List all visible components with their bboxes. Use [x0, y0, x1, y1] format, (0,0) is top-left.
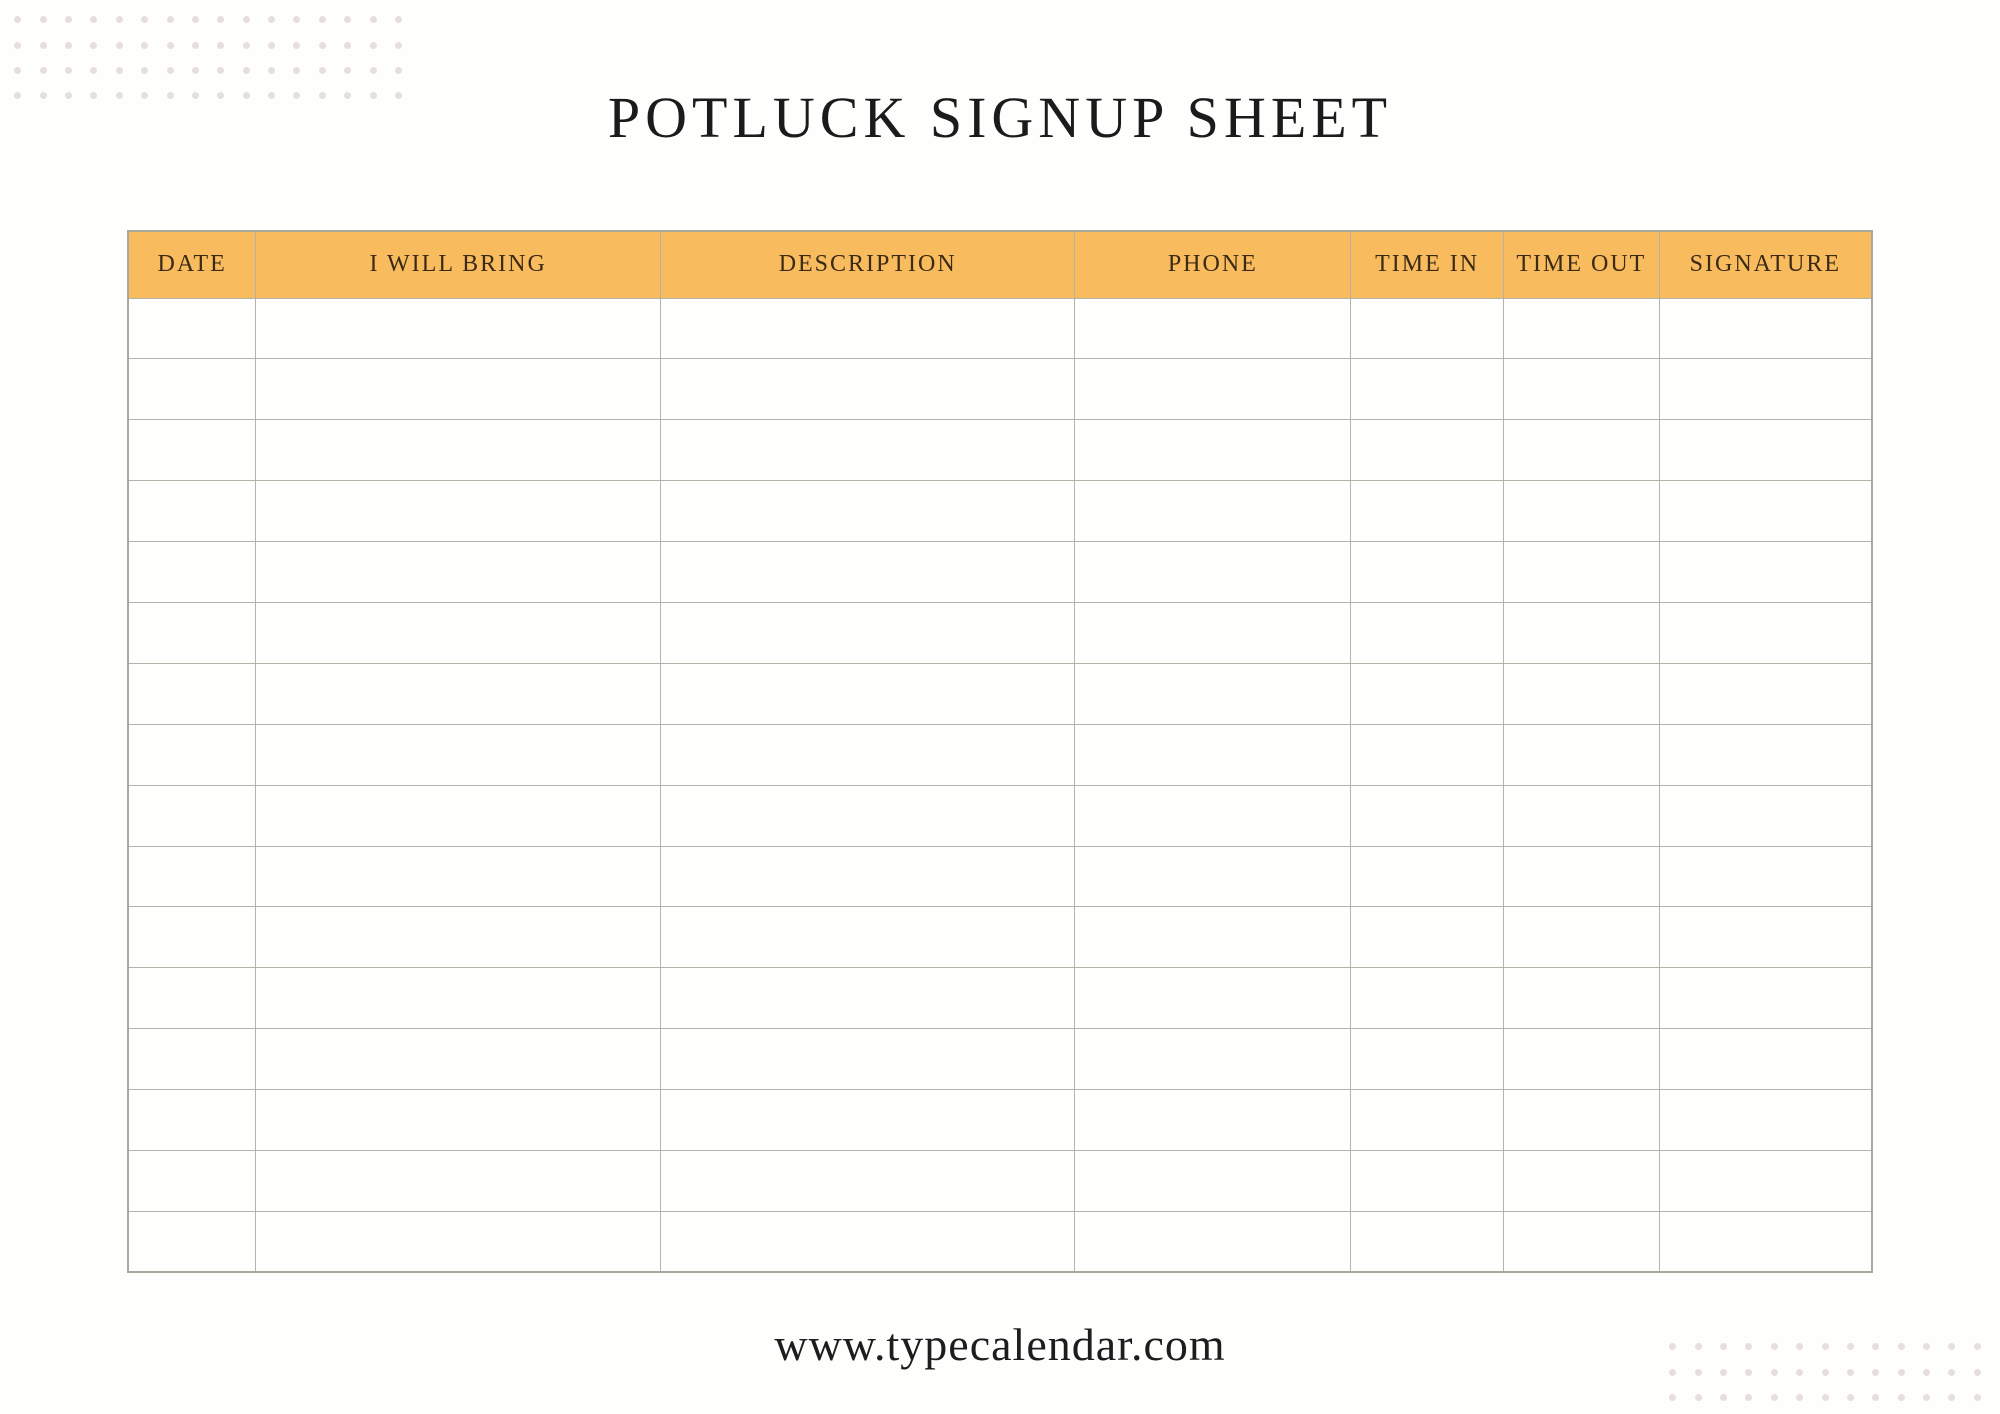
- decorative-dot: [1720, 1369, 1727, 1376]
- empty-cell: [1659, 481, 1872, 542]
- empty-cell: [660, 907, 1075, 968]
- empty-cell: [128, 1211, 256, 1272]
- decorative-dot: [14, 16, 21, 23]
- decorative-dot: [395, 42, 402, 49]
- empty-cell: [1659, 1150, 1872, 1211]
- decorative-dot: [1669, 1369, 1676, 1376]
- decorative-dot: [1872, 1369, 1879, 1376]
- column-header-description: DESCRIPTION: [660, 231, 1075, 298]
- table-row: [128, 298, 1872, 359]
- empty-cell: [1503, 1090, 1659, 1151]
- decorative-dot: [217, 42, 224, 49]
- empty-cell: [256, 785, 661, 846]
- decorative-dot: [268, 16, 275, 23]
- decorative-dot: [1745, 1394, 1752, 1401]
- empty-cell: [1075, 542, 1351, 603]
- table-body: [128, 298, 1872, 1272]
- empty-cell: [660, 1029, 1075, 1090]
- decorative-dot: [192, 16, 199, 23]
- decorative-dot: [90, 16, 97, 23]
- table-row: [128, 846, 1872, 907]
- empty-cell: [1075, 1029, 1351, 1090]
- decorative-dot: [1771, 1369, 1778, 1376]
- empty-cell: [256, 542, 661, 603]
- table-row: [128, 724, 1872, 785]
- empty-cell: [256, 298, 661, 359]
- empty-cell: [1503, 968, 1659, 1029]
- decorative-dot: [1974, 1394, 1981, 1401]
- empty-cell: [1351, 1150, 1504, 1211]
- empty-cell: [1075, 968, 1351, 1029]
- empty-cell: [1351, 1211, 1504, 1272]
- decorative-dot: [141, 16, 148, 23]
- table-row: [128, 1150, 1872, 1211]
- decorative-dot: [1745, 1343, 1752, 1350]
- empty-cell: [1351, 1029, 1504, 1090]
- empty-cell: [1351, 359, 1504, 420]
- decorative-dot: [370, 67, 377, 74]
- table-row: [128, 359, 1872, 420]
- empty-cell: [1659, 663, 1872, 724]
- empty-cell: [1503, 1211, 1659, 1272]
- empty-cell: [128, 724, 256, 785]
- column-header-phone: PHONE: [1075, 231, 1351, 298]
- empty-cell: [1659, 1090, 1872, 1151]
- decorative-dot: [116, 16, 123, 23]
- empty-cell: [256, 1090, 661, 1151]
- empty-cell: [128, 1029, 256, 1090]
- column-header-i-will-bring: I WILL BRING: [256, 231, 661, 298]
- decorative-dot: [344, 16, 351, 23]
- table-row: [128, 1090, 1872, 1151]
- decorative-dot: [1898, 1343, 1905, 1350]
- empty-cell: [1075, 724, 1351, 785]
- decorative-dot: [243, 16, 250, 23]
- decorative-dot: [1720, 1394, 1727, 1401]
- empty-cell: [660, 359, 1075, 420]
- empty-cell: [128, 602, 256, 663]
- decorative-dot: [141, 67, 148, 74]
- empty-cell: [1075, 1090, 1351, 1151]
- empty-cell: [660, 785, 1075, 846]
- decorative-dot: [14, 42, 21, 49]
- decorative-dot: [1898, 1394, 1905, 1401]
- empty-cell: [1659, 907, 1872, 968]
- empty-cell: [128, 1090, 256, 1151]
- empty-cell: [256, 1211, 661, 1272]
- decorative-dot: [1872, 1394, 1879, 1401]
- empty-cell: [1075, 359, 1351, 420]
- empty-cell: [1351, 846, 1504, 907]
- empty-cell: [1503, 542, 1659, 603]
- empty-cell: [1075, 481, 1351, 542]
- empty-cell: [128, 359, 256, 420]
- empty-cell: [1351, 724, 1504, 785]
- decorative-dot: [40, 67, 47, 74]
- table-row: [128, 1211, 1872, 1272]
- decorative-dot: [1898, 1369, 1905, 1376]
- decorative-dot: [65, 16, 72, 23]
- decorative-dot: [1771, 1394, 1778, 1401]
- empty-cell: [1351, 1090, 1504, 1151]
- empty-cell: [1659, 1211, 1872, 1272]
- decorative-dot: [1847, 1394, 1854, 1401]
- decorative-dot: [167, 16, 174, 23]
- empty-cell: [1503, 1029, 1659, 1090]
- decorative-dot: [1822, 1369, 1829, 1376]
- decorative-dot: [1923, 1394, 1930, 1401]
- decorative-dot: [1695, 1369, 1702, 1376]
- empty-cell: [1503, 724, 1659, 785]
- empty-cell: [1659, 1029, 1872, 1090]
- empty-cell: [256, 968, 661, 1029]
- column-header-date: DATE: [128, 231, 256, 298]
- decorative-dot: [293, 16, 300, 23]
- empty-cell: [1351, 298, 1504, 359]
- decorative-dot: [1796, 1343, 1803, 1350]
- table-row: [128, 907, 1872, 968]
- empty-cell: [660, 420, 1075, 481]
- decorative-dot: [1695, 1394, 1702, 1401]
- decorative-dot: [344, 67, 351, 74]
- decorative-dot: [1796, 1394, 1803, 1401]
- empty-cell: [1659, 542, 1872, 603]
- empty-cell: [1075, 663, 1351, 724]
- empty-cell: [128, 542, 256, 603]
- signup-table: [127, 230, 1873, 1273]
- column-header-signature: SIGNATURE: [1659, 231, 1872, 298]
- empty-cell: [1351, 785, 1504, 846]
- decorative-dot: [167, 67, 174, 74]
- decorative-dot: [1872, 1343, 1879, 1350]
- decorative-dot: [1822, 1343, 1829, 1350]
- decorative-dot: [1669, 1343, 1676, 1350]
- empty-cell: [1659, 298, 1872, 359]
- table-row: [128, 481, 1872, 542]
- decorative-dot: [217, 16, 224, 23]
- empty-cell: [1503, 785, 1659, 846]
- empty-cell: [660, 1090, 1075, 1151]
- empty-cell: [660, 1211, 1075, 1272]
- empty-cell: [1351, 602, 1504, 663]
- empty-cell: [1503, 420, 1659, 481]
- decorative-dot: [1923, 1369, 1930, 1376]
- empty-cell: [1503, 298, 1659, 359]
- column-header-time-out: TIME OUT: [1503, 231, 1659, 298]
- empty-cell: [1659, 420, 1872, 481]
- empty-cell: [1659, 724, 1872, 785]
- empty-cell: [256, 1029, 661, 1090]
- empty-cell: [1503, 846, 1659, 907]
- empty-cell: [128, 298, 256, 359]
- empty-cell: [128, 1150, 256, 1211]
- table-header-row: [128, 231, 1872, 298]
- decorative-dot: [1796, 1369, 1803, 1376]
- decorative-dot: [1822, 1394, 1829, 1401]
- empty-cell: [1503, 481, 1659, 542]
- decorative-dot: [1948, 1394, 1955, 1401]
- decorative-dot: [268, 67, 275, 74]
- decorative-dot: [395, 16, 402, 23]
- empty-cell: [1075, 298, 1351, 359]
- decorative-dot: [1847, 1369, 1854, 1376]
- decorative-dot-grid-bottom-right: [1660, 1334, 1990, 1410]
- empty-cell: [256, 907, 661, 968]
- decorative-dot: [395, 67, 402, 74]
- empty-cell: [1351, 542, 1504, 603]
- table-row: [128, 663, 1872, 724]
- decorative-dot: [319, 42, 326, 49]
- decorative-dot: [40, 42, 47, 49]
- empty-cell: [256, 420, 661, 481]
- decorative-dot: [370, 16, 377, 23]
- decorative-dot: [116, 67, 123, 74]
- empty-cell: [128, 420, 256, 481]
- table-row: [128, 542, 1872, 603]
- empty-cell: [1075, 907, 1351, 968]
- empty-cell: [660, 846, 1075, 907]
- decorative-dot: [1669, 1394, 1676, 1401]
- empty-cell: [1351, 420, 1504, 481]
- empty-cell: [1075, 1211, 1351, 1272]
- empty-cell: [128, 785, 256, 846]
- empty-cell: [256, 663, 661, 724]
- decorative-dot: [1974, 1343, 1981, 1350]
- empty-cell: [1503, 907, 1659, 968]
- empty-cell: [1075, 420, 1351, 481]
- decorative-dot: [293, 42, 300, 49]
- empty-cell: [1503, 1150, 1659, 1211]
- empty-cell: [256, 481, 661, 542]
- empty-cell: [1503, 663, 1659, 724]
- page-title: POTLUCK SIGNUP SHEET: [607, 85, 1393, 150]
- empty-cell: [1075, 846, 1351, 907]
- empty-cell: [128, 968, 256, 1029]
- empty-cell: [1351, 968, 1504, 1029]
- decorative-dot: [344, 42, 351, 49]
- decorative-dot: [65, 67, 72, 74]
- decorative-dot: [90, 67, 97, 74]
- decorative-dot: [243, 67, 250, 74]
- empty-cell: [660, 542, 1075, 603]
- empty-cell: [1075, 1150, 1351, 1211]
- empty-cell: [660, 481, 1075, 542]
- empty-cell: [1075, 602, 1351, 663]
- decorative-dot: [293, 67, 300, 74]
- column-header-time-in: TIME IN: [1351, 231, 1504, 298]
- decorative-dot: [192, 67, 199, 74]
- empty-cell: [256, 359, 661, 420]
- table-row: [128, 602, 1872, 663]
- empty-cell: [1351, 907, 1504, 968]
- empty-cell: [660, 968, 1075, 1029]
- decorative-dot: [14, 67, 21, 74]
- decorative-dot: [319, 16, 326, 23]
- table-row: [128, 785, 1872, 846]
- decorative-dot: [167, 42, 174, 49]
- empty-cell: [1503, 359, 1659, 420]
- empty-cell: [660, 298, 1075, 359]
- decorative-dot: [116, 42, 123, 49]
- empty-cell: [1659, 359, 1872, 420]
- decorative-dot: [141, 42, 148, 49]
- decorative-dot: [65, 42, 72, 49]
- decorative-dot: [192, 42, 199, 49]
- empty-cell: [1659, 785, 1872, 846]
- decorative-dot: [1948, 1343, 1955, 1350]
- empty-cell: [256, 846, 661, 907]
- decorative-dot: [1745, 1369, 1752, 1376]
- empty-cell: [660, 602, 1075, 663]
- decorative-dot: [90, 42, 97, 49]
- empty-cell: [660, 663, 1075, 724]
- decorative-dot: [1720, 1343, 1727, 1350]
- empty-cell: [1659, 968, 1872, 1029]
- decorative-dot: [1923, 1343, 1930, 1350]
- decorative-dot: [1695, 1343, 1702, 1350]
- empty-cell: [128, 846, 256, 907]
- empty-cell: [128, 481, 256, 542]
- empty-cell: [256, 1150, 661, 1211]
- empty-cell: [1075, 785, 1351, 846]
- empty-cell: [1659, 602, 1872, 663]
- decorative-dot: [40, 16, 47, 23]
- table-row: [128, 420, 1872, 481]
- empty-cell: [128, 907, 256, 968]
- decorative-dot: [1948, 1369, 1955, 1376]
- footer-url: www.typecalendar.com: [774, 1319, 1226, 1370]
- empty-cell: [1659, 846, 1872, 907]
- empty-cell: [660, 724, 1075, 785]
- empty-cell: [256, 602, 661, 663]
- table-row: [128, 1029, 1872, 1090]
- empty-cell: [660, 1150, 1075, 1211]
- decorative-dot: [370, 42, 377, 49]
- decorative-dot: [268, 42, 275, 49]
- empty-cell: [128, 663, 256, 724]
- decorative-dot: [1847, 1343, 1854, 1350]
- empty-cell: [1503, 602, 1659, 663]
- decorative-dot: [217, 67, 224, 74]
- empty-cell: [1351, 663, 1504, 724]
- table-row: [128, 968, 1872, 1029]
- decorative-dot: [1771, 1343, 1778, 1350]
- decorative-dot: [1974, 1369, 1981, 1376]
- empty-cell: [1351, 481, 1504, 542]
- empty-cell: [256, 724, 661, 785]
- decorative-dot: [243, 42, 250, 49]
- decorative-dot: [319, 67, 326, 74]
